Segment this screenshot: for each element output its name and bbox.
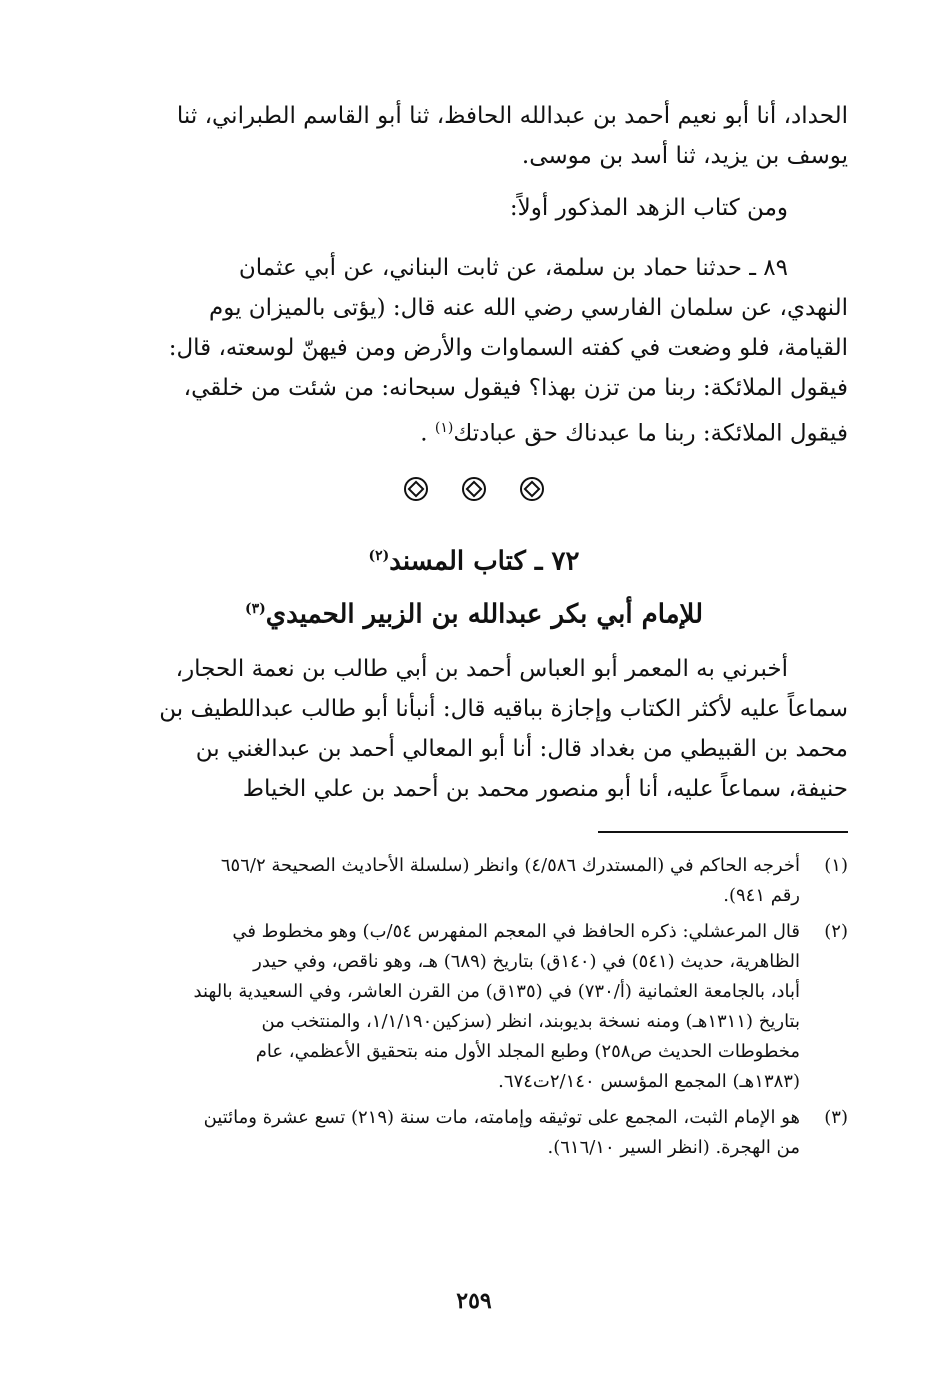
hadith-89-last-text: فيقول الملائكة: ربنا ما عبدناك حق عبادتك	[453, 420, 848, 447]
hadith-89-end: .	[420, 420, 428, 447]
footnote-text	[100, 851, 800, 911]
footnote-text	[100, 917, 800, 1097]
footnote-number: (٢)	[824, 920, 848, 942]
hadith-89-line-1: ٨٩ ـ حدثنا حماد بن سلمة، عن ثابت البناني، عن أبي عثمان	[238, 255, 788, 281]
section-subtitle-text: للإمام أبي بكر عبدالله بن الزبير الحميدي	[265, 599, 703, 630]
footnote-line: أخرجه الحاكم في (المستدرك ٤/٥٨٦) وانظر (سلسلة الأحاديث الصحيحة ٦٥٦/٢	[220, 854, 800, 876]
section-title	[100, 532, 848, 586]
footnote-ref-3[interactable]: (٣)	[245, 601, 266, 618]
ornament-icon	[404, 477, 428, 501]
isnad-line-4: حنيفة، سماعاً عليه، أنا أبو منصور محمد بن أحمد بن علي الخياط	[242, 775, 848, 802]
footnote-line: رقم ٩٤١).	[723, 884, 800, 906]
footnote-line: مخطوطات الحديث ص٢٥٨) وطبع المجلد الأول منه بتحقيق الأعظمي، عام	[255, 1040, 800, 1062]
footnote-3	[100, 1103, 848, 1163]
intro-line-1: الحداد، أنا أبو نعيم أحمد بن عبدالله الحافظ، ثنا أبو القاسم الطبراني، ثنا	[176, 103, 848, 129]
hadith-89-line-3: القيامة، فلو وضعت في كفته السماوات والأرض ومن فيهنّ لوسعته، قال:	[168, 335, 848, 361]
isnad-line-1: أخبرني به المعمر أبو العباس أحمد بن أبي طالب بن نعمة الحجار،	[175, 655, 788, 682]
footnote-line: (١٣٨٣هـ) المجمع المؤسس ٢/١٤٠ت٦٧٤.	[498, 1070, 800, 1092]
footnote-number: (١)	[824, 854, 848, 876]
section-title-text: ٧٢ ـ كتاب المسند	[389, 546, 580, 577]
footnote-line: بتاريخ (١٣١١هـ) ومنه نسخة بديوبند، انظر (سزكين١/١/١٩٠، والمنتخب من	[261, 1010, 800, 1032]
hadith-89-line-2: النهدي، عن سلمان الفارسي رضي الله عنه قال: (يؤتى بالميزان يوم	[208, 295, 848, 321]
footnote-1	[100, 851, 848, 911]
footnote-line: هو الإمام الثبت، المجمع على توثيقه وإمامته، مات سنة (٢١٩) تسع عشرة ومائتين	[203, 1106, 800, 1128]
hadith-89-line-5	[100, 408, 848, 454]
section-subtitle	[100, 585, 848, 639]
footnote-ref-1[interactable]: (١)	[434, 420, 454, 436]
intro-line-2: يوسف بن يزيد، ثنا أسد بن موسى.	[521, 143, 848, 169]
ornament-icon	[520, 477, 544, 501]
page-body	[100, 96, 848, 1169]
footnote-line: قال المرعشلي: ذكره الحافظ في المعجم المفهرس ٥٤/ب) وهو مخطوط في	[232, 920, 800, 942]
footnote-text	[100, 1103, 800, 1163]
footnote-line: من الهجرة. (انظر السير ٦١٦/١٠).	[547, 1136, 800, 1158]
section-divider-ornaments	[100, 454, 848, 524]
footnote-ref-2[interactable]: (٢)	[368, 547, 390, 564]
isnad-line-2: سماعاً عليه لأكثر الكتاب وإجازة بباقيه قال: أنبأنا أبو طالب عبداللطيف بن	[159, 695, 848, 722]
footnote-line: الظاهرية، حديث (٥٤١) في (١٤٠ق) بتاريخ (٦٨٩) هـ، وهو ناقص، وفي حيدر	[253, 950, 800, 972]
footnote-separator	[598, 831, 848, 833]
footnote-2	[100, 917, 848, 1097]
zuhd-heading: ومن كتاب الزهد المذكور أولاً:	[509, 195, 788, 221]
isnad-line-3: محمد بن القبيطي من بغداد قال: أنا أبو المعالي أحمد بن عبدالغني بن	[195, 735, 848, 762]
footnote-line: أباد، بالجامعة العثمانية (أ/٧٣٠) في (١٣٥ق) من القرن العاشر، وفي السعيدية بالهند	[193, 980, 800, 1002]
ornament-icon	[462, 477, 486, 501]
hadith-89-line-4: فيقول الملائكة: ربنا من تزن بهذا؟ فيقول سبحانه: من شئت من خلقي،	[183, 375, 848, 401]
footnote-number: (٣)	[824, 1106, 848, 1128]
page-number: ٢٥٩	[456, 1288, 492, 1314]
